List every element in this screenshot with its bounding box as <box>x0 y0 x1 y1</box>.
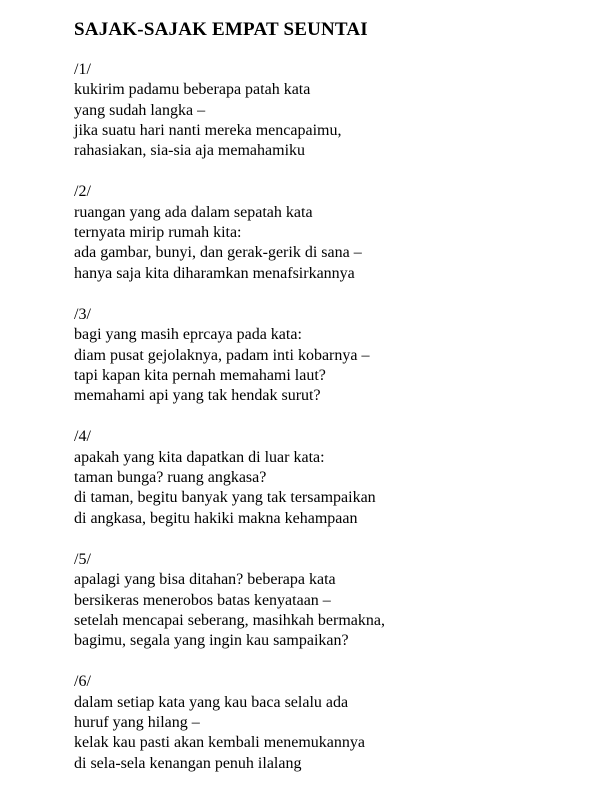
poem-page <box>74 18 594 795</box>
poem-line: dalam setiap kata yang kau baca selalu ada <box>74 693 349 711</box>
poem-line: kelak kau pasti akan kembali menemukannya <box>74 734 366 752</box>
stanza-1 <box>74 60 594 161</box>
poem-line: ada gambar, bunyi, dan gerak-gerik di sana – <box>74 244 362 262</box>
poem-line: di sela-sela kenangan penuh ilalang <box>74 754 302 772</box>
stanza-2 <box>74 182 594 283</box>
poem-line: apakah yang kita dapatkan di luar kata: <box>74 448 325 466</box>
poem-line: hanya saja kita diharamkan menafsirkannya <box>74 264 355 282</box>
poem-line: huruf yang hilang – <box>74 714 200 732</box>
poem-line: di angkasa, begitu hakiki makna kehampaan <box>74 509 358 527</box>
stanza-4 <box>74 427 594 528</box>
poem-line: jika suatu hari nanti mereka mencapaimu, <box>74 121 342 139</box>
poem-title: SAJAK-SAJAK EMPAT SEUNTAI <box>74 19 368 40</box>
poem-line: kukirim padamu beberapa patah kata <box>74 81 311 99</box>
poem-line: setelah mencapai seberang, masihkah bermakna, <box>74 611 385 629</box>
poem-line: di taman, begitu banyak yang tak tersampaikan <box>74 489 376 507</box>
poem-line: diam pusat gejolaknya, padam inti kobarnya – <box>74 346 370 364</box>
poem-line: ternyata mirip rumah kita: <box>74 224 242 242</box>
poem-line: tapi kapan kita pernah memahami laut? <box>74 366 326 384</box>
stanza-6 <box>74 672 594 773</box>
poem-line: apalagi yang bisa ditahan? beberapa kata <box>74 571 336 589</box>
stanza-number: /6/ <box>74 673 91 691</box>
stanza-number: /2/ <box>74 183 91 201</box>
poem-line: bagimu, segala yang ingin kau sampaikan? <box>74 632 349 650</box>
poem-line: rahasiakan, sia-sia aja memahamiku <box>74 142 306 160</box>
stanza-number: /4/ <box>74 428 91 446</box>
stanza-number: /1/ <box>74 61 91 78</box>
poem-line: memahami api yang tak hendak surut? <box>74 387 321 405</box>
poem-line: taman bunga? ruang angkasa? <box>74 469 267 487</box>
stanza-number: /3/ <box>74 305 91 323</box>
poem-line: ruangan yang ada dalam sepatah kata <box>74 203 313 221</box>
poem-line: yang sudah langka – <box>74 101 206 119</box>
stanza-5 <box>74 550 594 651</box>
poem-line: bersikeras menerobos batas kenyataan – <box>74 591 331 609</box>
poem-line: bagi yang masih eprcaya pada kata: <box>74 326 302 344</box>
stanza-3 <box>74 305 594 406</box>
stanza-number: /5/ <box>74 550 91 568</box>
